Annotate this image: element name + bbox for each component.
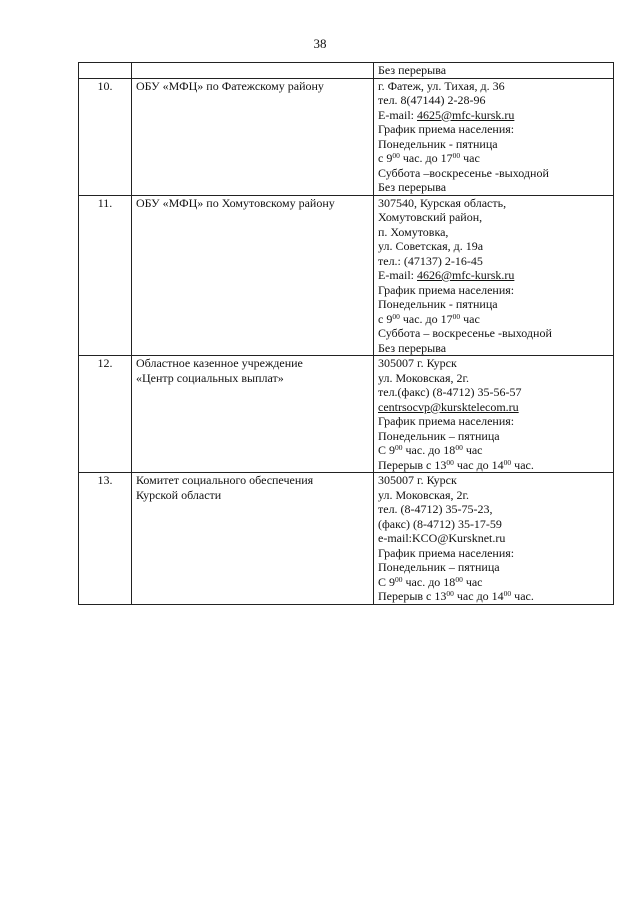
address-line: 305007 г. Курск (378, 356, 457, 370)
address-line: п. Хомутовка, (378, 224, 449, 239)
hours-line (378, 151, 609, 166)
row-info-cell (374, 78, 614, 195)
address-line: 305007 г. Курск (378, 473, 457, 487)
row-number-cell (79, 195, 132, 356)
schedule-note: Суббота –воскресенье -выходной (378, 165, 549, 180)
row-number: 11. (97, 195, 113, 210)
schedule-note: Без перерыва (378, 340, 447, 355)
address-line: тел. 8(47144) 2-28-96 (378, 93, 486, 107)
break-line-suffix: час. (514, 589, 534, 603)
hours-line-mid: час. до 18 (405, 574, 456, 589)
institution-name-line: Областное казенное учреждение (136, 356, 303, 370)
email-link[interactable]: 4625@mfc-kursk.ru (417, 107, 515, 122)
hours-line (378, 443, 609, 458)
schedule-note: Суббота – воскресенье -выходной (378, 326, 552, 340)
no-break-text: Без перерыва (378, 63, 447, 77)
institutions-table (78, 62, 614, 605)
hours-line (378, 575, 609, 590)
email-link[interactable]: KCO@Kursknet.ru (411, 531, 506, 545)
email-label: E-mail: (378, 107, 417, 122)
break-line-from-sup: 00 (446, 589, 454, 598)
email-label: e-mail: (378, 531, 412, 545)
row-number-cell (79, 356, 132, 473)
row-info-cell (374, 195, 614, 356)
schedule-title: График приема населения: (378, 122, 515, 136)
schedule-title: График приема населения: (378, 282, 515, 297)
weekdays: Понедельник - пятница (378, 297, 498, 311)
hours-line-to-sup: 00 (452, 311, 461, 321)
table-row (79, 356, 614, 473)
hours-line (378, 312, 609, 327)
hours-line-from-prefix: с 9 (378, 151, 393, 165)
address-line: г. Фатеж, ул. Тихая, д. 36 (378, 78, 505, 93)
address-line: 307540, Курская область, (378, 195, 507, 210)
row-name-cell (132, 63, 374, 79)
institution-name-line: Курской области (136, 487, 222, 502)
address-line: тел.: (47137) 2-16-45 (378, 253, 483, 268)
row-number: 13. (97, 473, 113, 487)
hours-line-suffix: час (465, 574, 483, 589)
hours-line-from-prefix: с 9 (378, 311, 393, 326)
break-line (378, 458, 609, 473)
hours-line-from-prefix: С 9 (378, 574, 396, 589)
page-number: 38 (313, 36, 327, 51)
hours-line-mid: час. до 17 (402, 311, 453, 326)
address-line: ул. Моковская, 2г. (378, 487, 470, 502)
break-line (378, 589, 609, 604)
row-name-cell (132, 78, 374, 195)
row-name-cell (132, 356, 374, 473)
row-number-cell (79, 63, 132, 79)
weekdays: Понедельник - пятница (378, 136, 498, 151)
table-row (79, 195, 614, 356)
institution-name-line: ОБУ «МФЦ» по Фатежскому району (136, 78, 324, 93)
hours-line-suffix: час (463, 311, 480, 326)
hours-line-from-prefix: С 9 (378, 443, 396, 457)
institution-name-line: Комитет социального обеспечения (136, 473, 314, 487)
hours-line-to-sup: 00 (455, 443, 463, 452)
break-line-suffix: час. (514, 457, 534, 472)
address-line: (факс) (8-4712) 35-17-59 (378, 516, 502, 531)
hours-line-from-sup: 00 (395, 443, 403, 452)
hours-line-to-sup: 00 (455, 574, 463, 584)
break-line-prefix: Перерыв с 13 (378, 457, 447, 472)
break-line-from-sup: 00 (446, 457, 454, 467)
hours-line-suffix: час (463, 151, 480, 165)
hours-line-from-sup: 00 (392, 311, 400, 321)
row-info-cell (374, 473, 614, 605)
institution-name-line: ОБУ «МФЦ» по Хомутовскому району (136, 195, 335, 210)
schedule-note: Без перерыва (378, 180, 447, 194)
email-label: E-mail: (378, 268, 417, 282)
address-line: ул. Моковская, 2г. (378, 370, 470, 385)
email-link[interactable]: centrsocvp@kursktelecom.ru (378, 399, 519, 414)
institution-name-line: «Центр социальных выплат» (136, 370, 284, 385)
hours-line-to-sup: 00 (452, 151, 461, 160)
table-row-continuation (79, 63, 614, 79)
address-line: Хомутовский район, (378, 210, 483, 224)
email-line (378, 400, 609, 415)
weekdays: Понедельник – пятница (378, 428, 500, 443)
table-row (79, 78, 614, 195)
break-line-to-sup: 00 (503, 589, 512, 598)
email-link[interactable]: 4626@mfc-kursk.ru (417, 268, 515, 282)
hours-line-from-sup: 00 (392, 151, 400, 160)
row-info-cell (374, 356, 614, 473)
email-line (378, 108, 609, 123)
row-number-cell (79, 78, 132, 195)
row-number-cell (79, 473, 132, 605)
row-name-cell (132, 195, 374, 356)
hours-line-mid: час. до 17 (402, 151, 453, 165)
hours-line-mid: час. до 18 (405, 443, 456, 457)
break-line-to-sup: 00 (503, 457, 512, 467)
hours-line-from-sup: 00 (395, 574, 403, 584)
address-line: тел.(факс) (8-4712) 35-56-57 (378, 385, 522, 399)
row-name-cell (132, 473, 374, 605)
row-number: 12. (97, 356, 113, 370)
break-line-mid: час до 14 (456, 457, 504, 472)
email-line (378, 268, 609, 283)
email-line (378, 531, 609, 546)
break-line-mid: час до 14 (456, 589, 504, 603)
weekdays: Понедельник – пятница (378, 560, 500, 574)
break-line-prefix: Перерыв с 13 (378, 589, 447, 603)
row-info-cell (374, 63, 614, 79)
address-line: ул. Советская, д. 19а (378, 239, 484, 253)
hours-line-suffix: час (465, 443, 483, 457)
schedule-title: График приема населения: (378, 545, 515, 560)
address-line: тел. (8-4712) 35-75-23, (378, 502, 493, 516)
schedule-title: График приема населения: (378, 414, 515, 428)
row-number: 10. (97, 78, 113, 93)
table-row (79, 473, 614, 605)
